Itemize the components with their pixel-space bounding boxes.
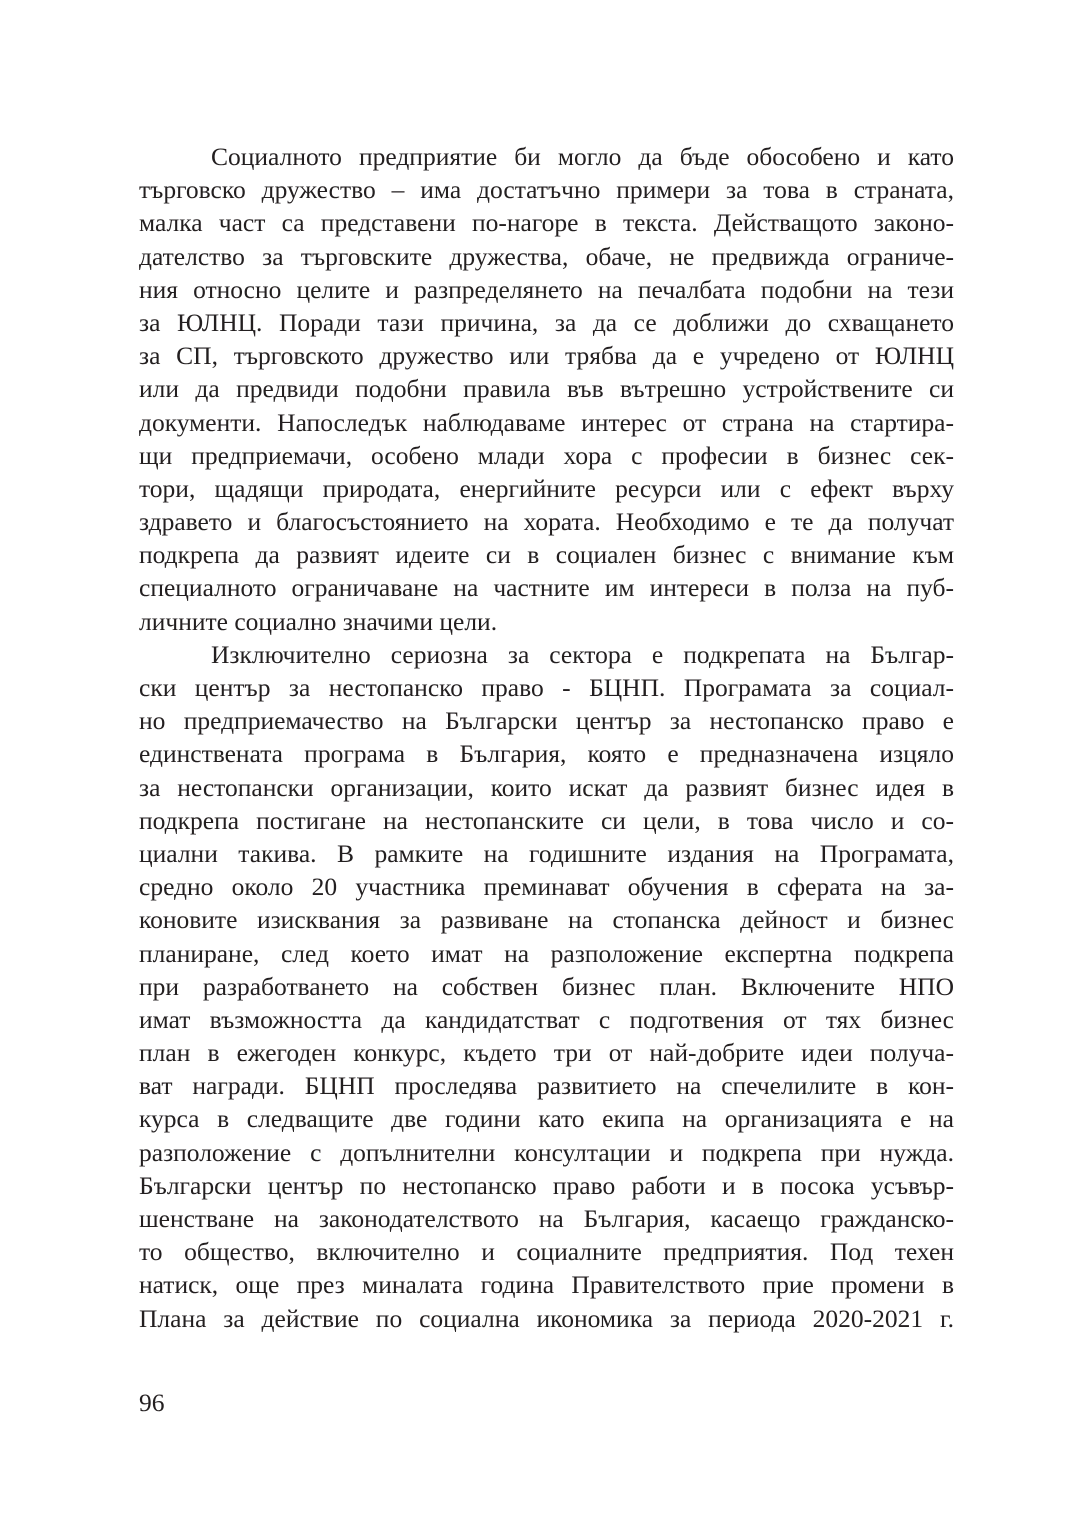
text-line: специалното ограничаване на частните им интереси в полза на пуб- xyxy=(139,573,954,603)
text-line: Плана за действие по социална икономика за периода 2020-2021 г. xyxy=(139,1303,954,1333)
text-line: но предприемачество на Български център за нестопанско право е xyxy=(139,706,954,736)
text-line: за нестопански организации, които искат да развият бизнес идея в xyxy=(139,772,954,802)
text-line: за СП, търговското дружество или трябва да е учредено от ЮЛНЦ xyxy=(139,341,954,371)
text-line: малка част са представени по-нагоре в текста. Действащото законо- xyxy=(139,208,954,238)
text-line: коновите изисквания за развиване на стопанска дейност и бизнес xyxy=(139,905,954,935)
text-line: ски център за нестопанско право - БЦНП. Програмата за социал- xyxy=(139,673,954,702)
text-line: за ЮЛНЦ. Поради тази причина, за да се доближи до схващането xyxy=(139,307,954,337)
page-body xyxy=(139,140,954,1335)
text-line: план в ежегоден конкурс, където три от най-добрите идеи получа- xyxy=(139,1038,954,1068)
text-line: средно около 20 участника преминават обучения в сферата на за- xyxy=(139,872,954,902)
text-line: планиране, след което имат на разположение експертна подкрепа xyxy=(139,938,954,968)
text-line: щи предприемачи, особено млади хора с професии в бизнес сек- xyxy=(139,440,954,470)
text-line: личните социално значими цели. xyxy=(139,606,498,636)
text-line: подкрепа постигане на нестопанските си цели, в това число и со- xyxy=(139,805,954,835)
text-line: имат възможността да кандидатстват с подготвения от тях бизнес xyxy=(139,1004,954,1034)
text-line: търговско дружество – има достатъчно примери за това в страната, xyxy=(139,175,954,205)
text-line: Български център по нестопанско право работи и в посока усъвър- xyxy=(139,1170,954,1200)
page-number: 96 xyxy=(139,1388,165,1417)
text-line: шенстване на законодателството на България, касаещо гражданско- xyxy=(139,1204,954,1233)
text-line: ния относно целите и разпределянето на печалбата подобни на тези xyxy=(139,274,954,304)
paragraph-1 xyxy=(139,140,954,638)
text-line: здравето и благосъстоянието на хората. Необходимо е те да получат xyxy=(139,507,954,537)
text-line: курса в следващите две години като екипа на организацията е на xyxy=(139,1104,954,1134)
text-line: ват награди. БЦНП проследява развитието на спечелилите в кон- xyxy=(139,1071,954,1101)
text-line: или да предвиди подобни правила във вътрешно устройствените си xyxy=(139,374,954,404)
text-line: единствената програма в България, която е предназначена изцяло xyxy=(139,739,954,769)
text-line: документи. Напоследък наблюдаваме интерес от страна на стартира- xyxy=(139,407,954,437)
text-line: Социалното предприятие би могло да бъде обособено и като xyxy=(211,142,954,171)
text-line: Изключително сериозна за сектора е подкрепата на Българ- xyxy=(211,639,954,669)
text-line: дателство за търговските дружества, обаче, не предвижда ограниче- xyxy=(139,241,954,271)
text-line: разположение с допълнителни консултации и подкрепа при нужда. xyxy=(139,1137,954,1167)
text-line: натиск, още през миналата година Правителството прие промени в xyxy=(139,1270,954,1300)
text-line: при разработването на собствен бизнес план. Включените НПО xyxy=(139,971,954,1001)
text-line: подкрепа да развият идеите си в социален бизнес с внимание към xyxy=(139,540,954,570)
text-line: циални такива. В рамките на годишните издания на Програмата, xyxy=(139,838,954,868)
paragraph-2 xyxy=(139,638,954,1335)
text-line: то общество, включително и социалните предприятия. Под техен xyxy=(139,1237,954,1267)
text-line: тори, щадящи природата, енергийните ресурси или с ефект върху xyxy=(139,473,954,503)
